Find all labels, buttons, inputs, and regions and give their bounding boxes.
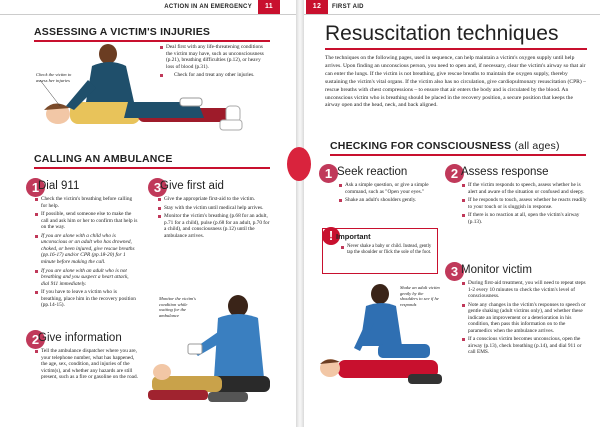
assess-bullet: Check for and treat any other injuries. xyxy=(159,72,269,79)
step-1-bullet: If you are alone with a child who is unconscious or an adult who has drowned, choked, or been injured, give rescue breaths (pp.16-17) and/or CPR (pp.18-20) for 1 minute before making the call. xyxy=(34,233,138,266)
important-icon: ! xyxy=(322,227,340,245)
check-heading-suffix: (all ages) xyxy=(514,140,560,152)
r-step-1-badge: 1 xyxy=(319,164,338,183)
check-consciousness-heading xyxy=(330,140,586,156)
monitor-victim-illustration xyxy=(148,272,278,422)
r-step-2-bullet: If the victim responds to speech, assess whether he is alert and aware of the situation or confused and sleepy. xyxy=(461,182,587,195)
r-step-2-bullet: If he responds to touch, assess whether he reacts readily to your touch or is sluggish in response. xyxy=(461,197,587,210)
ambulance-heading: CALLING AN AMBULANCE xyxy=(34,153,270,169)
step-2-title: Give information xyxy=(38,332,122,344)
left-running-header xyxy=(0,0,296,15)
r-step-2-bullet-list xyxy=(461,182,587,228)
left-page-number: 11 xyxy=(258,0,280,14)
step-3-bullet: Monitor the victim's breathing (p.68 for an adult, p.71 for a child), pulse (p.68 for an adult, p.70 for a child), and consciousness (p.12) until the ambulance arrives. xyxy=(157,213,273,239)
r-step-1-bullet-list xyxy=(338,182,438,206)
step-3-bullet: Stay with the victim until medical help arrives. xyxy=(157,205,273,212)
step-1-bullet: If you have to leave a victim who is breathing, place him in the recovery position (pp.14-15). xyxy=(34,289,138,309)
monitor-caption: Monitor the victim's condition while waiting for the ambulance xyxy=(159,296,196,318)
r-step-3-bullet: If a conscious victim becomes unconscious, open the airway (p.13), check breathing (p.14), and dial 911 or call EMS. xyxy=(461,336,587,356)
intro-paragraph: The techniques on the following pages, used in sequence, can help maintain a victim's oxygen supply until help arrives. Upon finding an unconscious person, you need to open and, if necessary, clear the victim's airway so that air can enter the lungs. If the victim is not breathing, give rescue breaths to maintain the oxygen supply, thereby sustaining the victim's vital organs. If the victim also has no circulation, give cardiopulmonary resuscitation (CPR) – rescue breaths with chest compressions – to ensure that air enters the body and is circulated by the blood. An unconscious victim who is breathing should be placed in the recovery position, a secure position that keeps the airway open and the head, neck, and back aligned. xyxy=(325,55,586,109)
right-page-number: 12 xyxy=(306,0,328,14)
right-section-label: FIRST AID xyxy=(332,4,364,10)
step-3-bullet-list xyxy=(157,196,273,242)
step-3-title: Give first aid xyxy=(160,180,224,192)
step-1-badge: 1 xyxy=(26,178,45,197)
r-step-3-bullet: Note any changes in the victim's responses to speech or gentle shaking (adult victims only), and whether these indicate an improvement or a deterioration in his condition, then pass this information on to the paramedics when the ambulance arrives. xyxy=(461,302,587,335)
step-1-bullet-list xyxy=(34,196,138,311)
title-rule xyxy=(325,48,587,50)
important-bullet-list xyxy=(340,244,434,258)
step-3-bullet: Give the appropriate first-aid to the victim. xyxy=(157,196,273,203)
assess-caption: Check the victim to assess her injuries xyxy=(36,72,72,83)
r-step-3-badge: 3 xyxy=(445,262,464,281)
right-running-header xyxy=(304,0,600,15)
step-2-bullet-list xyxy=(34,348,138,383)
r-step-1-bullet: Ask a simple question, or give a simple command, such as "Open your eyes." xyxy=(338,182,438,195)
r-step-2-badge: 2 xyxy=(445,164,464,183)
step-1-title: Dial 911 xyxy=(38,180,80,192)
step-1-bullet: If possible, send someone else to make the call and ask him or her to confirm that help is on the way. xyxy=(34,211,138,231)
r-step-3-bullet-list xyxy=(461,280,587,358)
step-1-bullet: If you are alone with an adult who is not breathing and you suspect a heart attack, dial 911 immediately. xyxy=(34,268,138,288)
step-3-badge: 3 xyxy=(148,178,167,197)
r-step-3-bullet: During first-aid treatment, you will need to repeat steps 1-2 every 10 minutes to check the victim's level of consciousness. xyxy=(461,280,587,300)
important-bullet: Never shake a baby or child. Instead, gently tap the shoulder or flick the sole of the foot. xyxy=(340,244,434,256)
r-step-1-bullet: Shake an adult's shoulders gently. xyxy=(338,197,438,204)
page-edge-tab xyxy=(287,147,311,181)
important-title: Important xyxy=(336,232,371,241)
step-1-bullet: Check the victim's breathing before calling for help. xyxy=(34,196,138,209)
page-title: Resuscitation techniques xyxy=(325,22,559,45)
r-step-2-bullet: If there is no reaction at all, open the victim's airway (p.13). xyxy=(461,212,587,225)
r-step-1-title: Seek reaction xyxy=(337,166,408,178)
check-heading-text: CHECKING FOR CONSCIOUSNESS xyxy=(330,140,512,152)
r-step-3-title: Monitor victim xyxy=(461,264,532,276)
r-step-2-title: Assess response xyxy=(461,166,549,178)
step-2-bullet: Tell the ambulance dispatcher where you are, your telephone number, what has happened, the age, sex, condition, and injuries of the victim(s), and whether any hazards are still present, such as a fire or gasoline on the road. xyxy=(34,348,138,381)
shake-caption: Shake an adult victim gently by the shoulders to see if he responds xyxy=(400,285,440,307)
assess-heading: ASSESSING A VICTIM'S INJURIES xyxy=(34,26,270,42)
book-gutter xyxy=(296,0,304,427)
assess-bullet-list xyxy=(159,44,269,81)
assess-bullet: Deal first with any life-threatening conditions the victim may have, such as unconsciousness (p.21), breathing difficulties (p.12), or heavy loss of blood (p.31). xyxy=(159,44,269,70)
step-2-badge: 2 xyxy=(26,330,45,349)
left-section-label: ACTION IN AN EMERGENCY xyxy=(164,4,252,10)
